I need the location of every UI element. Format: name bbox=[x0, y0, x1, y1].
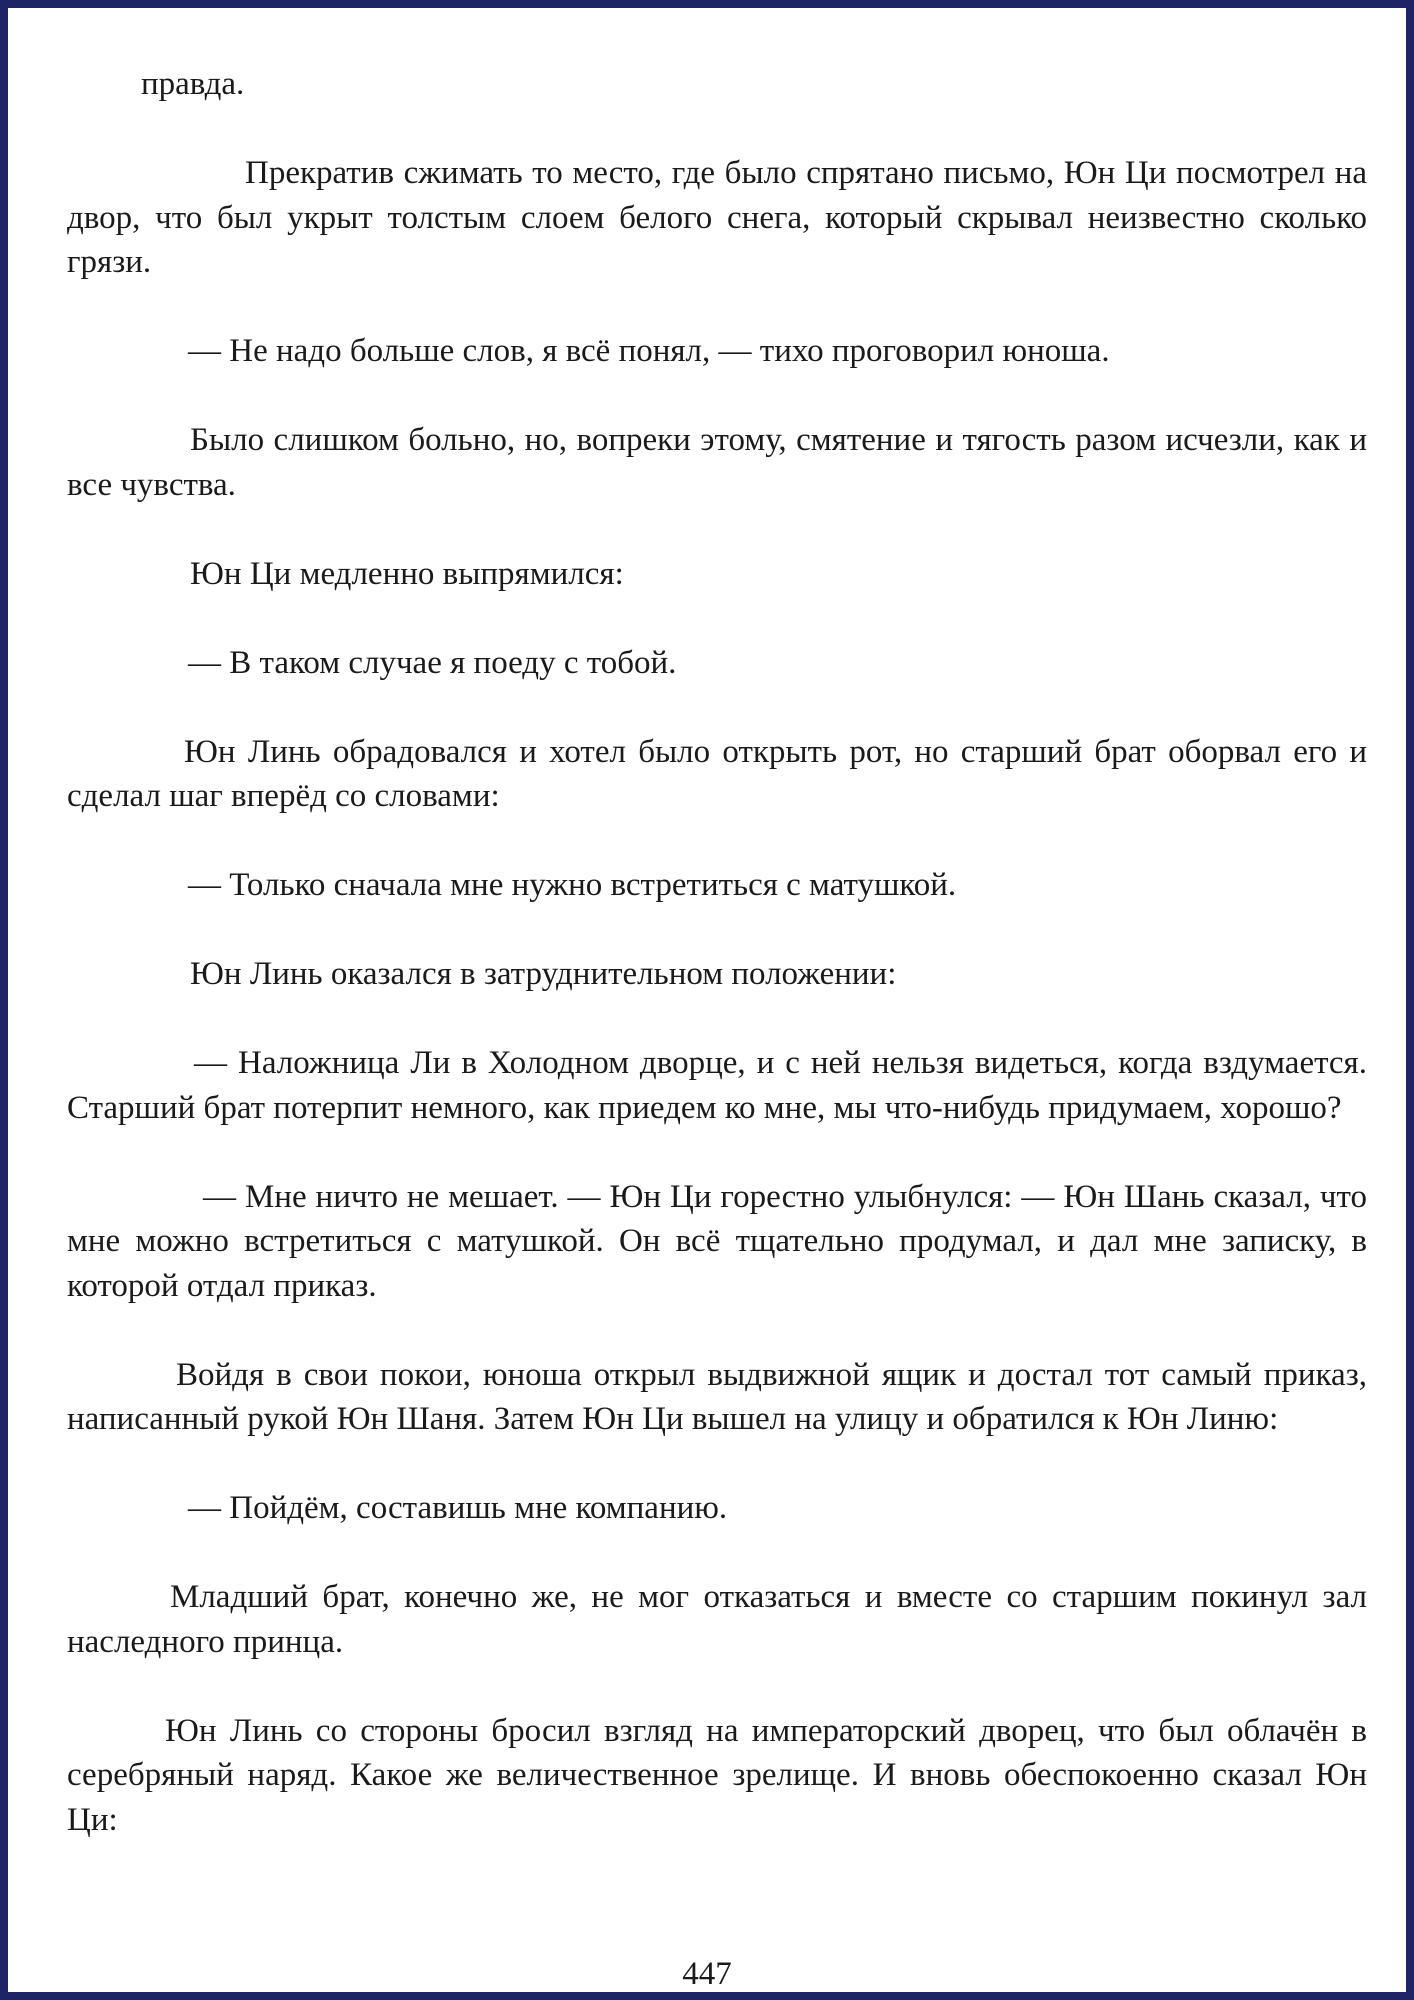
text-paragraph: — Наложница Ли в Холодном дворце, и с ней нельзя видеться, когда вздумается. Старший брат потерпит немного, как приедем ко мне, мы что-нибудь придумаем, хорошо? bbox=[67, 1045, 1367, 1126]
text-paragraph: Младший брат, конечно же, не мог отказаться и вместе со старшим покинул зал наследного принца. bbox=[67, 1579, 1367, 1660]
text-paragraph: Юн Линь оказался в затруднительном положении: bbox=[190, 956, 897, 992]
text-paragraph: Юн Линь со стороны бросил взгляд на императорский дворец, что был облачён в серебряный наряд. Какое же величественное зрелище. И вновь обеспокоенно сказал Юн Ци: bbox=[67, 1712, 1367, 1838]
text-paragraph: — Мне ничто не мешает. — Юн Ци горестно улыбнулся: — Юн Шань сказал, что мне можно встретиться с матушкой. Он всё тщательно продумал, и дал мне записку, в которой отдал приказ. bbox=[67, 1178, 1367, 1304]
text-paragraph: — Пойдём, составишь мне компанию. bbox=[188, 1490, 728, 1526]
page-number: 447 bbox=[682, 1956, 732, 1992]
text-paragraph: Юн Ци медленно выпрямился: bbox=[190, 555, 624, 592]
text-paragraph: Прекратив сжимать то место, где было спрятано письмо, Юн Ци посмотрел на двор, что был укрыт толстым слоем белого снега, который скрывал неизвестно сколько грязи. bbox=[67, 155, 1367, 280]
text-paragraph: Юн Линь обрадовался и хотел было открыть рот, но старший брат оборвал его и сделал шаг вперёд со словами: bbox=[67, 733, 1367, 814]
text-paragraph: — Не надо больше слов, я всё понял, — тихо проговорил юноша. bbox=[188, 333, 1110, 369]
text-paragraph: Войдя в свои покои, юноша открыл выдвижной ящик и достал тот самый приказ, написанный рукой Юн Шаня. Затем Юн Ци вышел на улицу и обратился к Юн Линю: bbox=[67, 1356, 1367, 1437]
text-paragraph: правда. bbox=[141, 66, 245, 102]
page-body bbox=[67, 62, 1367, 1842]
text-paragraph: — В таком случае я поеду с тобой. bbox=[188, 644, 677, 681]
text-paragraph: — Только сначала мне нужно встретиться с матушкой. bbox=[188, 867, 957, 903]
text-paragraph: Было слишком больно, но, вопреки этому, смятение и тягость разом исчезли, как и все чувства. bbox=[67, 422, 1367, 503]
